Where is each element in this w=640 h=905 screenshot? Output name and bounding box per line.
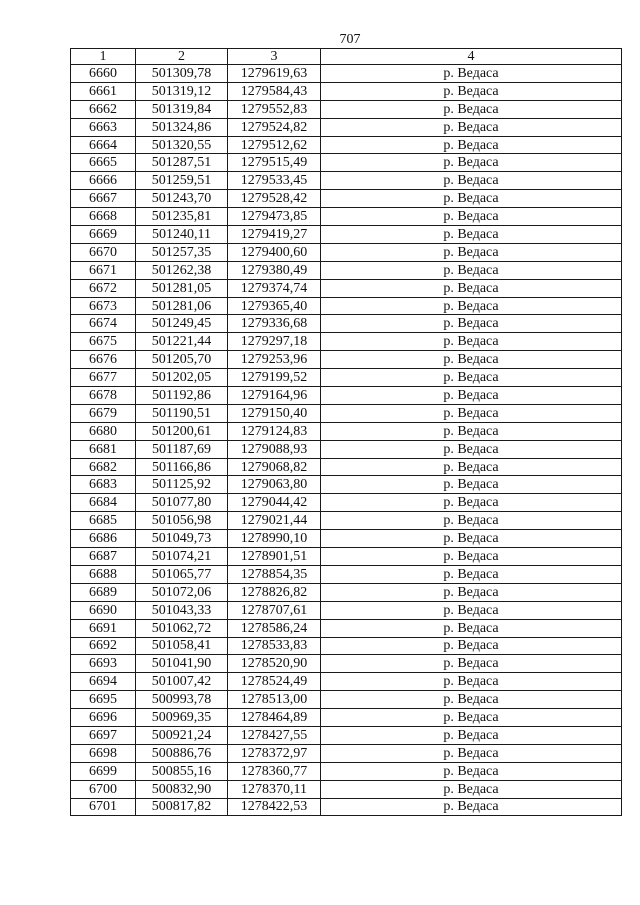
x-coordinate-cell: 501200,61 xyxy=(136,422,228,440)
point-number-cell: 6696 xyxy=(71,709,136,727)
object-name-cell: р. Ведаса xyxy=(321,404,622,422)
x-coordinate-cell: 501281,05 xyxy=(136,279,228,297)
object-name-cell: р. Ведаса xyxy=(321,82,622,100)
point-number-cell: 6698 xyxy=(71,744,136,762)
object-name-cell: р. Ведаса xyxy=(321,762,622,780)
table-row xyxy=(71,243,622,261)
table-row xyxy=(71,458,622,476)
table-row xyxy=(71,440,622,458)
y-coordinate-cell: 1278854,35 xyxy=(228,565,321,583)
point-number-cell: 6660 xyxy=(71,65,136,83)
object-name-cell: р. Ведаса xyxy=(321,530,622,548)
object-name-cell: р. Ведаса xyxy=(321,494,622,512)
object-name-cell: р. Ведаса xyxy=(321,476,622,494)
point-number-cell: 6694 xyxy=(71,673,136,691)
x-coordinate-cell: 500993,78 xyxy=(136,691,228,709)
x-coordinate-cell: 501041,90 xyxy=(136,655,228,673)
y-coordinate-cell: 1279584,43 xyxy=(228,82,321,100)
point-number-cell: 6697 xyxy=(71,726,136,744)
point-number-cell: 6681 xyxy=(71,440,136,458)
point-number-cell: 6663 xyxy=(71,118,136,136)
x-coordinate-cell: 501058,41 xyxy=(136,637,228,655)
x-coordinate-cell: 501065,77 xyxy=(136,565,228,583)
object-name-cell: р. Ведаса xyxy=(321,261,622,279)
point-number-cell: 6669 xyxy=(71,226,136,244)
point-number-cell: 6678 xyxy=(71,387,136,405)
object-name-cell: р. Ведаса xyxy=(321,315,622,333)
table-row xyxy=(71,637,622,655)
y-coordinate-cell: 1279199,52 xyxy=(228,369,321,387)
page-number: 707 xyxy=(339,32,361,47)
point-number-cell: 6683 xyxy=(71,476,136,494)
point-number-cell: 6682 xyxy=(71,458,136,476)
object-name-cell: р. Ведаса xyxy=(321,798,622,816)
column-header-4: 4 xyxy=(321,49,622,65)
table-row xyxy=(71,297,622,315)
y-coordinate-cell: 1279124,83 xyxy=(228,422,321,440)
x-coordinate-cell: 501007,42 xyxy=(136,673,228,691)
point-number-cell: 6680 xyxy=(71,422,136,440)
y-coordinate-cell: 1278427,55 xyxy=(228,726,321,744)
table-row xyxy=(71,780,622,798)
x-coordinate-cell: 501192,86 xyxy=(136,387,228,405)
y-coordinate-cell: 1279515,49 xyxy=(228,154,321,172)
point-number-cell: 6684 xyxy=(71,494,136,512)
point-number-cell: 6691 xyxy=(71,619,136,637)
y-coordinate-cell: 1279021,44 xyxy=(228,512,321,530)
table-row xyxy=(71,762,622,780)
point-number-cell: 6676 xyxy=(71,351,136,369)
point-number-cell: 6690 xyxy=(71,601,136,619)
x-coordinate-cell: 501187,69 xyxy=(136,440,228,458)
y-coordinate-cell: 1279552,83 xyxy=(228,100,321,118)
object-name-cell: р. Ведаса xyxy=(321,655,622,673)
y-coordinate-cell: 1279365,40 xyxy=(228,297,321,315)
object-name-cell: р. Ведаса xyxy=(321,369,622,387)
y-coordinate-cell: 1279528,42 xyxy=(228,190,321,208)
point-number-cell: 6671 xyxy=(71,261,136,279)
object-name-cell: р. Ведаса xyxy=(321,333,622,351)
object-name-cell: р. Ведаса xyxy=(321,673,622,691)
table-row xyxy=(71,261,622,279)
y-coordinate-cell: 1279044,42 xyxy=(228,494,321,512)
x-coordinate-cell: 501202,05 xyxy=(136,369,228,387)
y-coordinate-cell: 1278707,61 xyxy=(228,601,321,619)
table-row xyxy=(71,154,622,172)
y-coordinate-cell: 1279374,74 xyxy=(228,279,321,297)
x-coordinate-cell: 501072,06 xyxy=(136,583,228,601)
table-row xyxy=(71,565,622,583)
y-coordinate-cell: 1279380,49 xyxy=(228,261,321,279)
point-number-cell: 6677 xyxy=(71,369,136,387)
y-coordinate-cell: 1278901,51 xyxy=(228,548,321,566)
x-coordinate-cell: 501077,80 xyxy=(136,494,228,512)
x-coordinate-cell: 501324,86 xyxy=(136,118,228,136)
object-name-cell: р. Ведаса xyxy=(321,154,622,172)
y-coordinate-cell: 1278524,49 xyxy=(228,673,321,691)
x-coordinate-cell: 501240,11 xyxy=(136,226,228,244)
column-header-1: 1 xyxy=(71,49,136,65)
table-row xyxy=(71,136,622,154)
y-coordinate-cell: 1278372,97 xyxy=(228,744,321,762)
object-name-cell: р. Ведаса xyxy=(321,136,622,154)
y-coordinate-cell: 1279068,82 xyxy=(228,458,321,476)
y-coordinate-cell: 1278990,10 xyxy=(228,530,321,548)
table-row xyxy=(71,100,622,118)
x-coordinate-cell: 501221,44 xyxy=(136,333,228,351)
point-number-cell: 6685 xyxy=(71,512,136,530)
table-row xyxy=(71,351,622,369)
object-name-cell: р. Ведаса xyxy=(321,172,622,190)
y-coordinate-cell: 1278520,90 xyxy=(228,655,321,673)
table-row xyxy=(71,387,622,405)
y-coordinate-cell: 1278360,77 xyxy=(228,762,321,780)
object-name-cell: р. Ведаса xyxy=(321,565,622,583)
table-row xyxy=(71,118,622,136)
x-coordinate-cell: 501319,12 xyxy=(136,82,228,100)
x-coordinate-cell: 500969,35 xyxy=(136,709,228,727)
point-number-cell: 6688 xyxy=(71,565,136,583)
table-row xyxy=(71,333,622,351)
y-coordinate-cell: 1279524,82 xyxy=(228,118,321,136)
y-coordinate-cell: 1279336,68 xyxy=(228,315,321,333)
table-row xyxy=(71,226,622,244)
y-coordinate-cell: 1279473,85 xyxy=(228,208,321,226)
table-row xyxy=(71,82,622,100)
point-number-cell: 6695 xyxy=(71,691,136,709)
table-row xyxy=(71,530,622,548)
table-row xyxy=(71,691,622,709)
y-coordinate-cell: 1279297,18 xyxy=(228,333,321,351)
x-coordinate-cell: 500921,24 xyxy=(136,726,228,744)
object-name-cell: р. Ведаса xyxy=(321,297,622,315)
point-number-cell: 6686 xyxy=(71,530,136,548)
x-coordinate-cell: 501074,21 xyxy=(136,548,228,566)
y-coordinate-cell: 1278533,83 xyxy=(228,637,321,655)
point-number-cell: 6674 xyxy=(71,315,136,333)
x-coordinate-cell: 501166,86 xyxy=(136,458,228,476)
x-coordinate-cell: 501043,33 xyxy=(136,601,228,619)
x-coordinate-cell: 501049,73 xyxy=(136,530,228,548)
header-row xyxy=(71,49,622,65)
object-name-cell: р. Ведаса xyxy=(321,548,622,566)
table-row xyxy=(71,208,622,226)
y-coordinate-cell: 1279512,62 xyxy=(228,136,321,154)
x-coordinate-cell: 501056,98 xyxy=(136,512,228,530)
point-number-cell: 6673 xyxy=(71,297,136,315)
y-coordinate-cell: 1279063,80 xyxy=(228,476,321,494)
object-name-cell: р. Ведаса xyxy=(321,100,622,118)
y-coordinate-cell: 1279088,93 xyxy=(228,440,321,458)
object-name-cell: р. Ведаса xyxy=(321,226,622,244)
object-name-cell: р. Ведаса xyxy=(321,458,622,476)
x-coordinate-cell: 501257,35 xyxy=(136,243,228,261)
y-coordinate-cell: 1278826,82 xyxy=(228,583,321,601)
point-number-cell: 6665 xyxy=(71,154,136,172)
x-coordinate-cell: 500855,16 xyxy=(136,762,228,780)
column-header-2: 2 xyxy=(136,49,228,65)
x-coordinate-cell: 501205,70 xyxy=(136,351,228,369)
x-coordinate-cell: 501243,70 xyxy=(136,190,228,208)
x-coordinate-cell: 501287,51 xyxy=(136,154,228,172)
x-coordinate-cell: 501259,51 xyxy=(136,172,228,190)
coordinates-table xyxy=(70,48,622,816)
object-name-cell: р. Ведаса xyxy=(321,637,622,655)
point-number-cell: 6701 xyxy=(71,798,136,816)
object-name-cell: р. Ведаса xyxy=(321,387,622,405)
point-number-cell: 6664 xyxy=(71,136,136,154)
y-coordinate-cell: 1278422,53 xyxy=(228,798,321,816)
y-coordinate-cell: 1279400,60 xyxy=(228,243,321,261)
table-row xyxy=(71,422,622,440)
object-name-cell: р. Ведаса xyxy=(321,583,622,601)
table-row xyxy=(71,655,622,673)
table-row xyxy=(71,709,622,727)
point-number-cell: 6667 xyxy=(71,190,136,208)
object-name-cell: р. Ведаса xyxy=(321,744,622,762)
point-number-cell: 6675 xyxy=(71,333,136,351)
table-row xyxy=(71,494,622,512)
point-number-cell: 6670 xyxy=(71,243,136,261)
table-row xyxy=(71,65,622,83)
object-name-cell: р. Ведаса xyxy=(321,190,622,208)
table-body xyxy=(71,65,622,816)
point-number-cell: 6679 xyxy=(71,404,136,422)
x-coordinate-cell: 501125,92 xyxy=(136,476,228,494)
object-name-cell: р. Ведаса xyxy=(321,422,622,440)
table-row xyxy=(71,619,622,637)
object-name-cell: р. Ведаса xyxy=(321,208,622,226)
point-number-cell: 6672 xyxy=(71,279,136,297)
point-number-cell: 6687 xyxy=(71,548,136,566)
y-coordinate-cell: 1278513,00 xyxy=(228,691,321,709)
x-coordinate-cell: 501190,51 xyxy=(136,404,228,422)
point-number-cell: 6668 xyxy=(71,208,136,226)
table-row xyxy=(71,279,622,297)
y-coordinate-cell: 1279419,27 xyxy=(228,226,321,244)
y-coordinate-cell: 1279253,96 xyxy=(228,351,321,369)
object-name-cell: р. Ведаса xyxy=(321,709,622,727)
point-number-cell: 6700 xyxy=(71,780,136,798)
table-row xyxy=(71,583,622,601)
object-name-cell: р. Ведаса xyxy=(321,601,622,619)
x-coordinate-cell: 501262,38 xyxy=(136,261,228,279)
object-name-cell: р. Ведаса xyxy=(321,619,622,637)
y-coordinate-cell: 1278586,24 xyxy=(228,619,321,637)
x-coordinate-cell: 501309,78 xyxy=(136,65,228,83)
x-coordinate-cell: 501062,72 xyxy=(136,619,228,637)
object-name-cell: р. Ведаса xyxy=(321,118,622,136)
table-row xyxy=(71,726,622,744)
point-number-cell: 6661 xyxy=(71,82,136,100)
object-name-cell: р. Ведаса xyxy=(321,440,622,458)
y-coordinate-cell: 1279619,63 xyxy=(228,65,321,83)
y-coordinate-cell: 1278370,11 xyxy=(228,780,321,798)
object-name-cell: р. Ведаса xyxy=(321,65,622,83)
object-name-cell: р. Ведаса xyxy=(321,512,622,530)
x-coordinate-cell: 501281,06 xyxy=(136,297,228,315)
table-row xyxy=(71,404,622,422)
x-coordinate-cell: 501319,84 xyxy=(136,100,228,118)
table-row xyxy=(71,172,622,190)
point-number-cell: 6662 xyxy=(71,100,136,118)
object-name-cell: р. Ведаса xyxy=(321,691,622,709)
table-row xyxy=(71,601,622,619)
point-number-cell: 6689 xyxy=(71,583,136,601)
table-row xyxy=(71,673,622,691)
x-coordinate-cell: 501320,55 xyxy=(136,136,228,154)
point-number-cell: 6692 xyxy=(71,637,136,655)
y-coordinate-cell: 1279164,96 xyxy=(228,387,321,405)
x-coordinate-cell: 501235,81 xyxy=(136,208,228,226)
table-row xyxy=(71,744,622,762)
column-header-3: 3 xyxy=(228,49,321,65)
point-number-cell: 6666 xyxy=(71,172,136,190)
table-row xyxy=(71,315,622,333)
y-coordinate-cell: 1279533,45 xyxy=(228,172,321,190)
point-number-cell: 6693 xyxy=(71,655,136,673)
x-coordinate-cell: 500886,76 xyxy=(136,744,228,762)
table-row xyxy=(71,476,622,494)
object-name-cell: р. Ведаса xyxy=(321,351,622,369)
table-row xyxy=(71,548,622,566)
y-coordinate-cell: 1279150,40 xyxy=(228,404,321,422)
table-row xyxy=(71,369,622,387)
x-coordinate-cell: 500817,82 xyxy=(136,798,228,816)
object-name-cell: р. Ведаса xyxy=(321,780,622,798)
object-name-cell: р. Ведаса xyxy=(321,279,622,297)
x-coordinate-cell: 500832,90 xyxy=(136,780,228,798)
y-coordinate-cell: 1278464,89 xyxy=(228,709,321,727)
table-header xyxy=(71,49,622,65)
table-row xyxy=(71,798,622,816)
object-name-cell: р. Ведаса xyxy=(321,726,622,744)
x-coordinate-cell: 501249,45 xyxy=(136,315,228,333)
point-number-cell: 6699 xyxy=(71,762,136,780)
object-name-cell: р. Ведаса xyxy=(321,243,622,261)
table-row xyxy=(71,190,622,208)
table-row xyxy=(71,512,622,530)
